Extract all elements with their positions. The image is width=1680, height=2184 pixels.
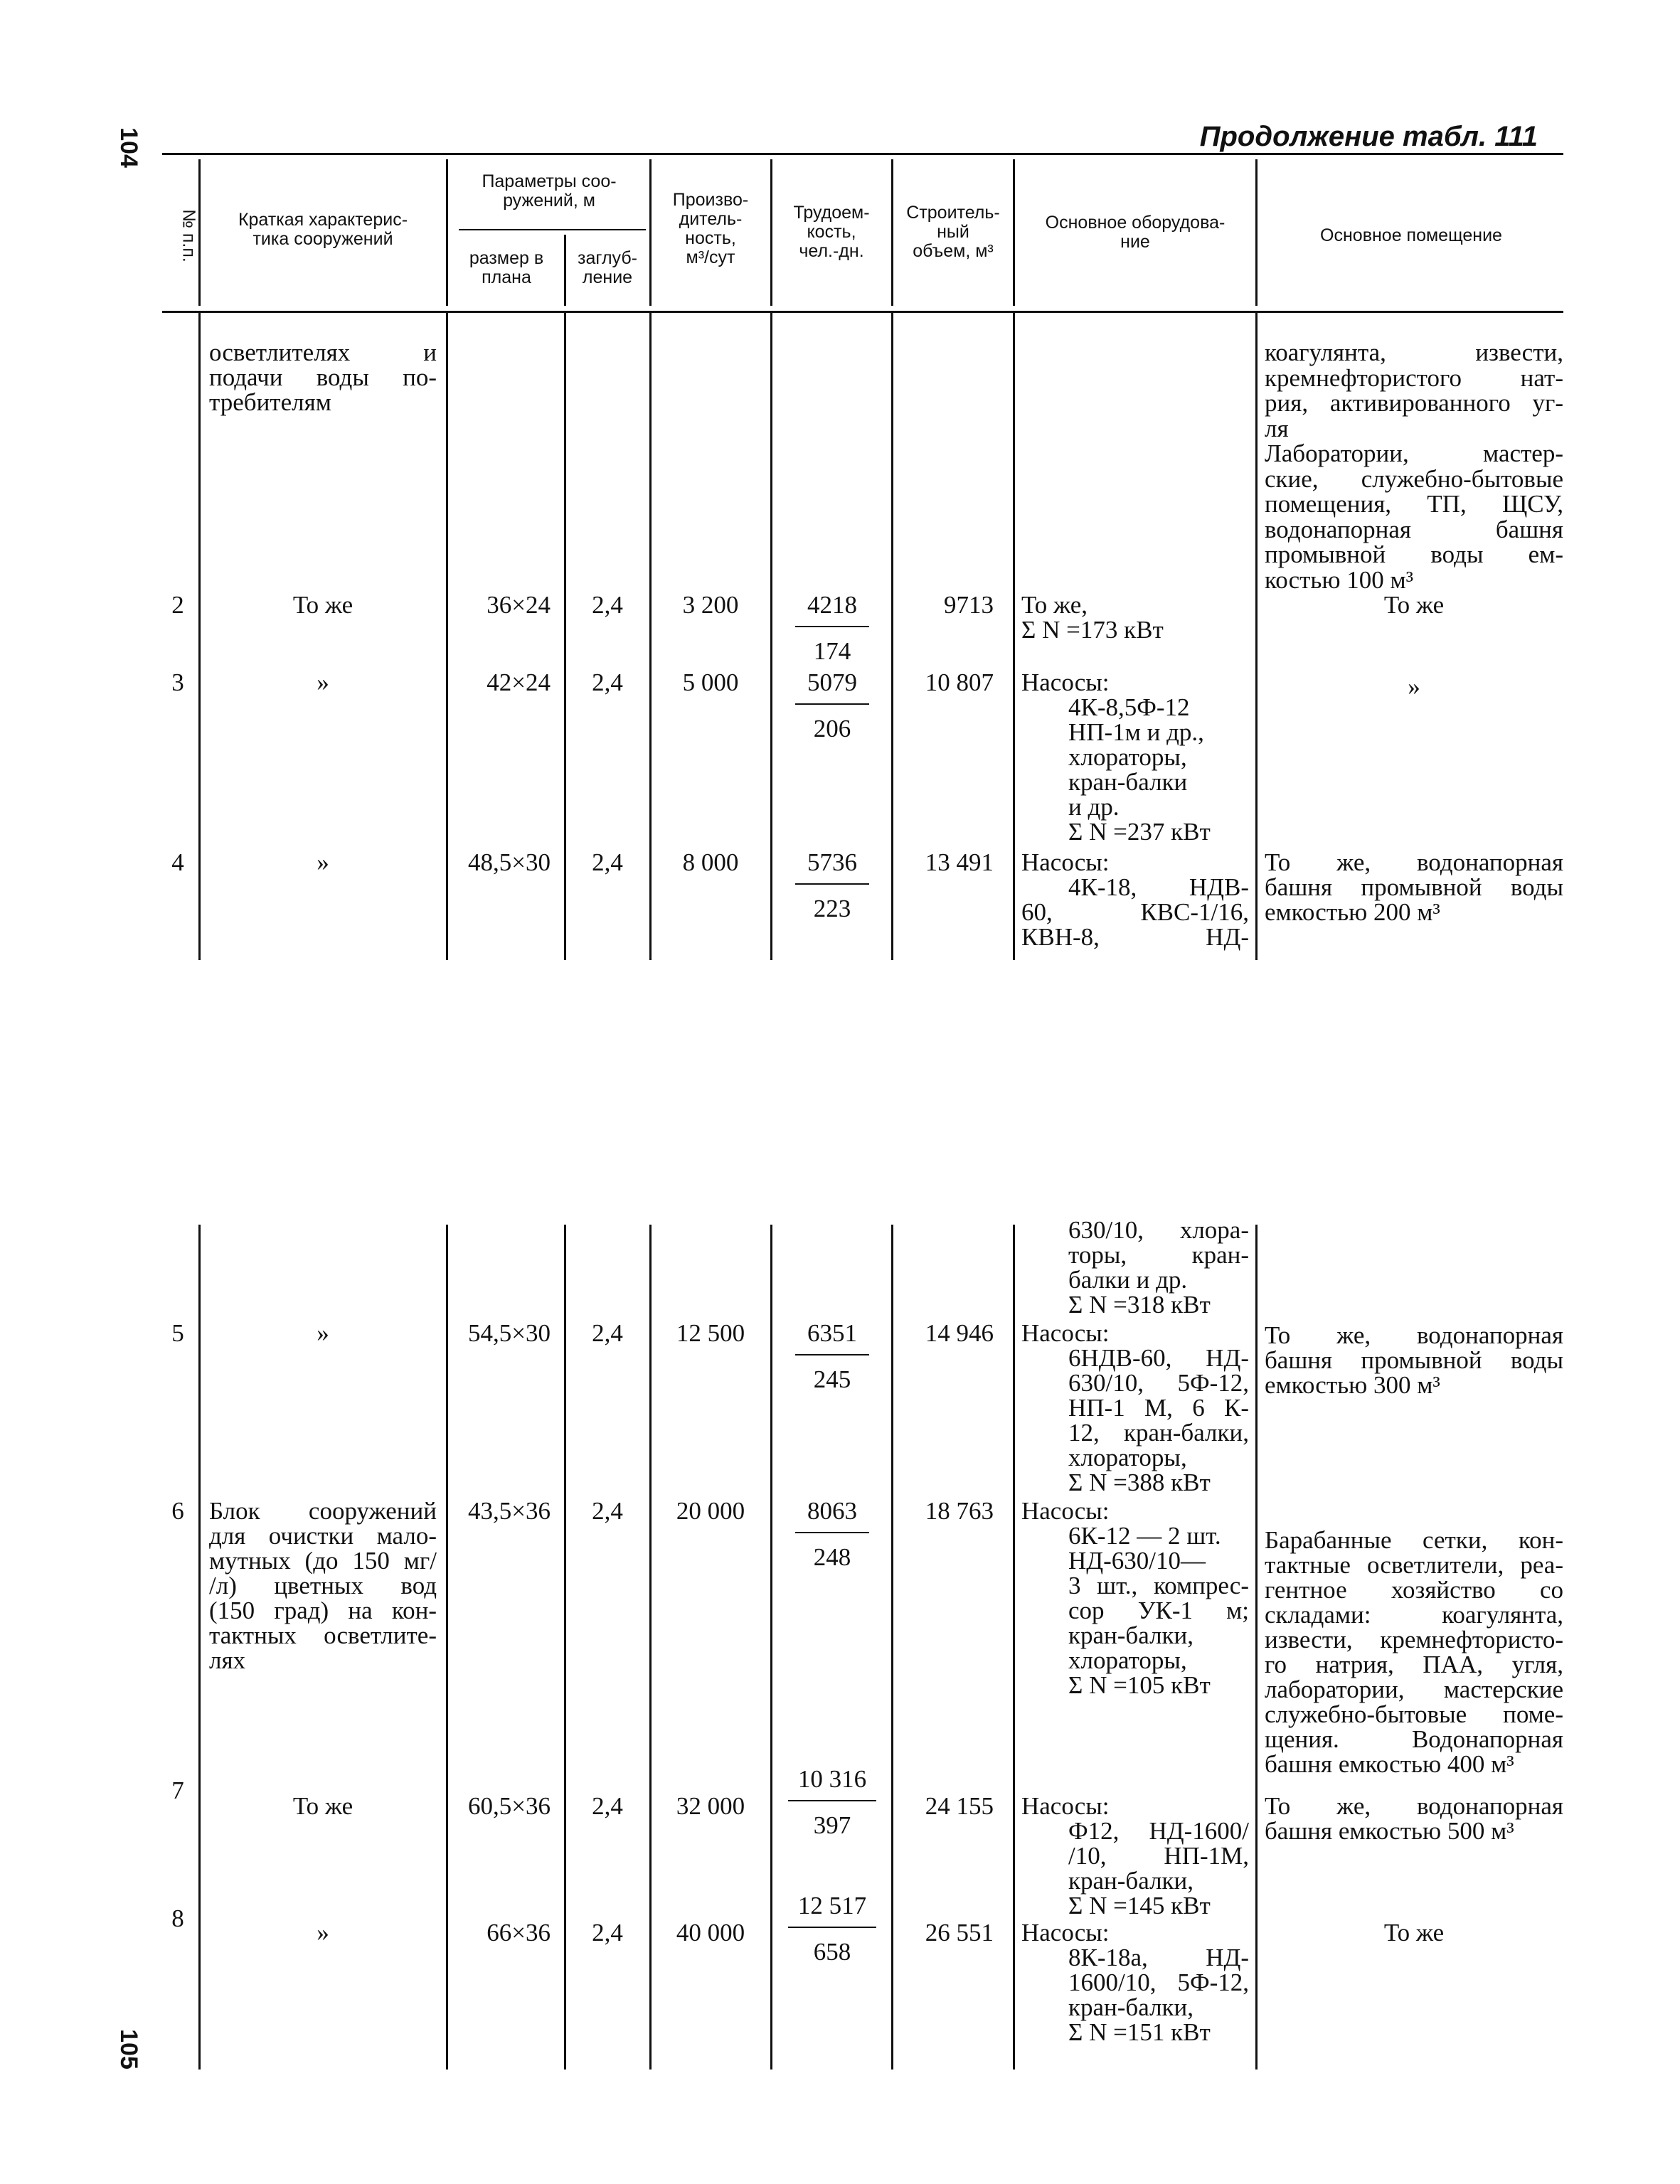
row-4-num: 4 <box>171 848 184 876</box>
row-4-size: 48,5×30 <box>468 848 551 876</box>
row-8-productivity: 40 000 <box>676 1919 745 1946</box>
header-num: № п.п. <box>179 209 199 262</box>
row-4-room: То же, водонапорная башня промывной воды емкостью 200 м³ <box>1265 848 1563 926</box>
header-size: размер в плана <box>469 248 544 287</box>
header-top-rule <box>162 153 1563 155</box>
header-volume: Строитель- ный объем, м³ <box>906 203 1000 261</box>
row-5-volume: 14 946 <box>925 1319 994 1347</box>
row-4-description: » <box>317 848 329 876</box>
top-vline-4 <box>649 313 652 960</box>
continuation-room: коагулянта, извести, кремнефтористого нат- рия, активированного уг- ля Лаборатории, мастер- ские, служебно-бытовые помещения, ТП, ЩСУ, водонапорная башня промывной воды ем- костью 100 м³ <box>1265 339 1563 594</box>
row-8-volume: 26 551 <box>925 1919 994 1946</box>
params-divider <box>459 229 646 230</box>
row-6-room: Барабанные сетки, кон- тактные осветлители, реа- гентное хозяйство со складами: коагулянта, извести, кремнефтористо- го натрия, ПАА, угля, лаборатории, мастерские служебно-бытовые поме- щения. Водонапорная башня емкостью 400 м³ <box>1265 1526 1563 1778</box>
header-params: Параметры соо- ружений, м <box>482 171 617 211</box>
header-description: Краткая характерис- тика сооружений <box>238 210 408 249</box>
bottom-vline-4 <box>649 1225 652 2070</box>
row-8-size: 66×36 <box>487 1919 551 1946</box>
top-vline-1 <box>198 313 201 960</box>
bottom-vline-8 <box>1255 1225 1258 2070</box>
row-6-productivity: 20 000 <box>676 1497 745 1525</box>
bottom-vline-6 <box>891 1225 893 2070</box>
hdr-vline-2 <box>446 159 448 306</box>
row-4-depth: 2,4 <box>592 848 623 876</box>
row-3-equipment: Насосы: 4К-8,5Ф-12 НП-1м и др., хлораторы, кран-балки и др. Σ N =237 кВт <box>1021 668 1211 846</box>
row-3-room: » <box>1408 673 1420 701</box>
bottom-vline-1 <box>198 1225 201 2070</box>
row-7-volume: 24 155 <box>925 1792 994 1820</box>
header-productivity: Произво- дитель- ность, м³/сут <box>672 190 749 267</box>
row-7-description: То же <box>292 1792 353 1820</box>
row-4-equipment: Насосы: 4К-18, НДВ- 60, КВС-1/16, КВН-8, НД- <box>1021 848 1249 951</box>
hdr-vline-8 <box>1255 159 1258 306</box>
table-caption: Продолжение табл. 111 <box>1199 121 1538 152</box>
bottom-vline-5 <box>770 1225 772 2070</box>
hdr-vline-6 <box>891 159 893 306</box>
header-depth: заглуб- ление <box>578 248 637 287</box>
row-2-num: 2 <box>171 591 184 619</box>
row-3-productivity: 5 000 <box>682 668 739 696</box>
row-5-depth: 2,4 <box>592 1319 623 1347</box>
row-3-description: » <box>317 668 329 696</box>
row-3-size: 42×24 <box>487 668 551 696</box>
row-7-size: 60,5×36 <box>468 1792 551 1820</box>
row-2-volume: 9713 <box>944 591 994 619</box>
top-vline-2 <box>446 313 448 960</box>
bottom-vline-3 <box>564 1225 566 2070</box>
row-2-labor: 4218 174 <box>795 592 869 664</box>
row-3-num: 3 <box>171 668 184 696</box>
row-6-volume: 18 763 <box>925 1497 994 1525</box>
bottom-vline-7 <box>1013 1225 1015 2070</box>
header-bottom-rule <box>162 311 1563 313</box>
top-vline-7 <box>1013 313 1015 960</box>
row-3-depth: 2,4 <box>592 668 623 696</box>
right-page-number: 105 <box>115 2029 142 2070</box>
row-5-equipment: Насосы: 6НДВ-60, НД- 630/10, 5Ф-12, НП-1 М, 6 К- 12, кран-балки, хлораторы, Σ N =388 кВт <box>1021 1319 1249 1496</box>
row-8-room: То же <box>1383 1919 1445 1946</box>
row-2-productivity: 3 200 <box>682 591 739 619</box>
row-6-num: 6 <box>171 1497 184 1525</box>
header-room: Основное помещение <box>1320 225 1502 245</box>
row-8-labor: 12 517 658 <box>788 1893 876 1964</box>
row-8-depth: 2,4 <box>592 1919 623 1946</box>
top-vline-5 <box>770 313 772 960</box>
row-5-description: » <box>317 1319 329 1347</box>
hdr-vline-3 <box>564 235 566 306</box>
row-5-size: 54,5×30 <box>468 1319 551 1347</box>
hdr-vline-7 <box>1013 159 1015 306</box>
row-3-labor: 5079 206 <box>795 670 869 741</box>
row-7-productivity: 32 000 <box>676 1792 745 1820</box>
row-8-equipment: Насосы: 8К-18а, НД- 1600/10, 5Ф-12, кран-балки, Σ N =151 кВт <box>1021 1919 1249 2046</box>
continuation-description: осветлителях и подачи воды по- требителям <box>209 339 437 416</box>
row-6-equipment: Насосы: 6К-12 — 2 шт. НД-630/10— 3 шт., компрес- сор УК-1 м; кран-балки, хлораторы, Σ N =105 кВт <box>1021 1497 1249 1699</box>
row-7-depth: 2,4 <box>592 1792 623 1820</box>
row-5-room: То же, водонапорная башня промывной воды емкостью 300 м³ <box>1265 1321 1563 1399</box>
header-labor: Трудоем- кость, чел.-дн. <box>793 203 870 261</box>
row-7-room: То же, водонапорная башня емкостью 500 м³ <box>1265 1792 1563 1845</box>
row-2-description: То же <box>292 591 353 619</box>
row-6-description: Блок сооружений для очистки мало- мутных (до 150 мг/ /л) цветных вод (150 град) на кон- тактных осветлите- лях <box>209 1497 437 1674</box>
row-4-productivity: 8 000 <box>682 848 739 876</box>
row-6-depth: 2,4 <box>592 1497 623 1525</box>
row-8-num: 8 <box>171 1905 184 1932</box>
row-2-depth: 2,4 <box>592 591 623 619</box>
top-vline-8 <box>1255 313 1258 960</box>
row-4-volume: 13 491 <box>925 848 994 876</box>
row-2-room: То же <box>1383 591 1445 619</box>
row-4-labor: 5736 223 <box>795 850 869 921</box>
left-page-number: 104 <box>115 127 142 168</box>
row-3-volume: 10 807 <box>925 668 994 696</box>
hdr-vline-5 <box>770 159 772 306</box>
top-vline-6 <box>891 313 893 960</box>
hdr-vline-4 <box>649 159 652 306</box>
row-5-num: 5 <box>171 1319 184 1347</box>
row-7-equipment: Насосы: Ф12, НД-1600/ /10, НП-1М, кран-балки, Σ N =145 кВт <box>1021 1792 1249 1919</box>
bottom-vline-2 <box>446 1225 448 2070</box>
row-7-labor: 10 316 397 <box>788 1767 876 1838</box>
row-5-labor: 6351 245 <box>795 1321 869 1392</box>
row-8-description: » <box>317 1919 329 1946</box>
row-6-labor: 8063 248 <box>795 1498 869 1570</box>
row-2-size: 36×24 <box>487 591 551 619</box>
row-6-size: 43,5×36 <box>468 1497 551 1525</box>
continuation-equipment: 630/10, хлора- торы, кран- балки и др. Σ N =318 кВт <box>1068 1216 1249 1319</box>
top-vline-3 <box>564 313 566 960</box>
row-2-equipment: То же, Σ N =173 кВт <box>1021 591 1164 644</box>
row-7-num: 7 <box>171 1777 184 1804</box>
header-equipment: Основное оборудова- ние <box>1045 213 1226 252</box>
row-5-productivity: 12 500 <box>676 1319 745 1347</box>
